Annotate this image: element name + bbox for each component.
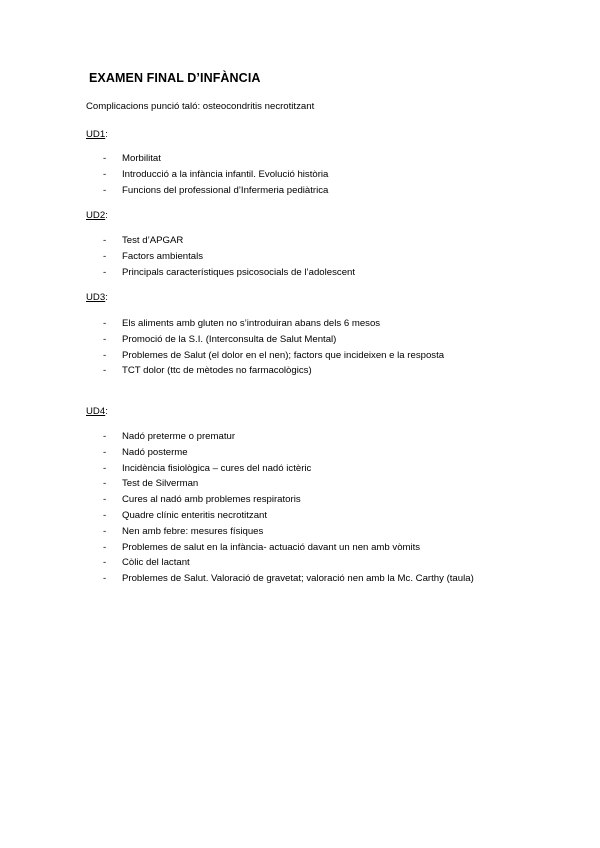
bullet-dash: - (103, 168, 107, 180)
bullet-dash: - (103, 333, 107, 345)
list-item-text: Nadó preterme o prematur (122, 431, 236, 442)
list-item-text: Quadre clínic enteritis necrotitzant (122, 509, 268, 521)
bullet-dash: - (103, 250, 107, 262)
list-item-text: Còlic del lactant (122, 557, 190, 569)
bullet-dash: - (103, 525, 107, 537)
bullet-dash: - (103, 431, 107, 442)
bullet-dash: - (103, 509, 107, 521)
unit-label: UD3 (86, 292, 106, 303)
bullet-dash: - (103, 557, 107, 569)
bullet-dash: - (103, 573, 107, 585)
bullet-dash: - (103, 365, 107, 377)
unit-heading-ud2 (86, 210, 108, 221)
unit-heading-ud1 (86, 129, 108, 140)
list-item-text: Morbilitat (122, 153, 161, 164)
list-item-text: Nen amb febre: mesures físiques (122, 525, 264, 537)
bullet-dash: - (103, 349, 107, 361)
list-item-text: Test d’APGAR (122, 235, 184, 246)
bullet-dash: - (103, 494, 107, 506)
list-item-text: Promoció de la S.I. (Interconsulta de Salut Mental) (122, 333, 337, 345)
unit-suffix: : (105, 210, 108, 221)
bullet-dash: - (103, 478, 107, 490)
bullet-dash: - (103, 266, 107, 278)
list-item-text: Factors ambientals (122, 250, 204, 262)
list-item-text: Test de Silverman (122, 478, 199, 490)
list-item-text: Cures al nadó amb problemes respiratoris (122, 494, 301, 506)
document-subtitle: Complicacions punció taló: osteocondritis necrotitzant (86, 101, 315, 112)
bullet-dash: - (103, 462, 107, 474)
list-item-text: Els aliments amb gluten no s’introduiran abans dels 6 mesos (122, 318, 381, 329)
list-item-text: Funcions del professional d’Infermeria pediàtrica (122, 184, 329, 196)
list-item-text: TCT dolor (ttc de mètodes no farmacològics) (122, 365, 312, 377)
document-title: EXAMEN FINAL D’INFÀNCIA (89, 71, 261, 85)
list-item-text: Principals característiques psicosocials de l’adolescent (122, 266, 356, 278)
bullet-dash: - (103, 318, 107, 329)
unit-label: UD1 (86, 129, 106, 140)
unit-suffix: : (105, 406, 108, 417)
unit-heading-ud4 (86, 406, 108, 417)
bullet-dash: - (103, 541, 107, 553)
unit-suffix: : (105, 292, 108, 303)
bullet-dash: - (103, 184, 107, 196)
list-item-text: Nadó posterme (122, 446, 188, 458)
list-item-text: Problemes de Salut. Valoració de gravetat; valoració nen amb la Mc. Carthy (taula) (122, 573, 474, 585)
unit-heading-ud3 (86, 292, 108, 303)
bullet-dash: - (103, 235, 107, 246)
list-item-text: Incidència fisiològica – cures del nadó ictèric (122, 462, 312, 474)
bullet-dash: - (103, 446, 107, 458)
list-item-text: Problemes de Salut (el dolor en el nen); factors que incideixen e la resposta (122, 349, 445, 361)
unit-label: UD2 (86, 210, 106, 221)
unit-label: UD4 (86, 406, 106, 417)
list-item-text: Problemes de salut en la infància- actuació davant un nen amb vòmits (122, 541, 421, 553)
bullet-dash: - (103, 153, 107, 164)
unit-suffix: : (105, 129, 108, 140)
list-item-text: Introducció a la infància infantil. Evolució història (122, 168, 329, 180)
